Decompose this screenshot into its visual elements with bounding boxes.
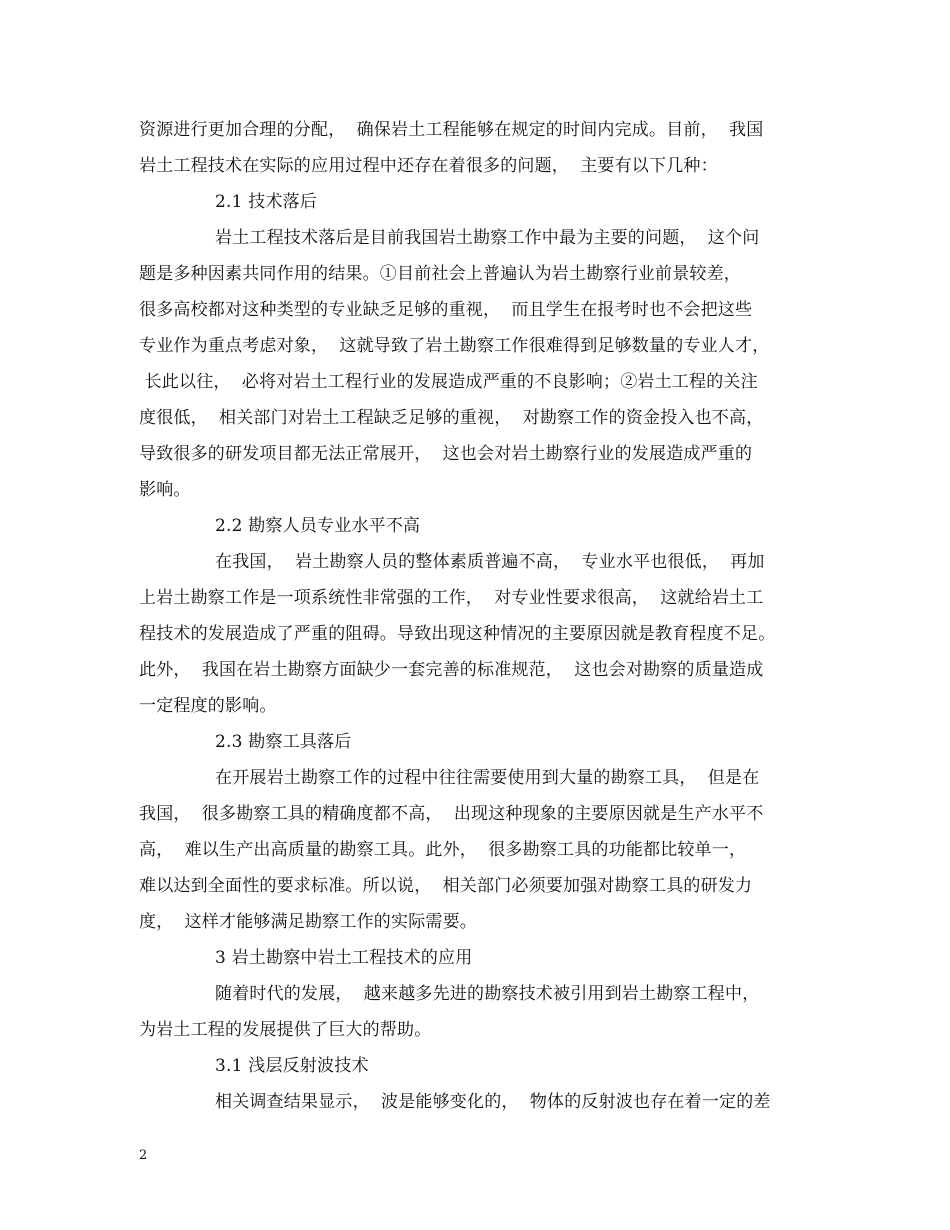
text-line: 长此以往， 必将对岩土工程行业的发展造成严重的不良影响；②岩土工程的关注 (139, 372, 758, 392)
paragraph-start: 随着时代的发展， 越来越多先进的勘察技术被引用到岩土勘察工程中， (215, 984, 760, 1004)
text-line: 导致很多的研发项目都无法正常展开， 这也会对岩土勘察行业的发展造成严重的 (139, 444, 753, 464)
text-line: 很多高校都对这种类型的专业缺乏足够的重视， 而且学生在报考时也不会把这些 (139, 300, 753, 320)
text-line: 上岩土勘察工作是一项系统性非常强的工作， 对专业性要求很高， 这就给岩土工 (139, 588, 764, 608)
text-line: 此外， 我国在岩土勘察方面缺少一套完善的标准规范， 这也会对勘察的质量造成 (139, 660, 764, 680)
text-line: 一定程度的影响。 (139, 696, 277, 716)
section-heading: 3 岩土勘察中岩土工程技术的应用 (215, 948, 473, 968)
paragraph-start: 岩土工程技术落后是目前我国岩土勘察工作中最为主要的问题， 这个问 (215, 228, 760, 248)
text-line: 难以达到全面性的要求标准。所以说， 相关部门必须要加强对勘察工具的研发力 (139, 876, 753, 896)
text-line: 资源进行更加合理的分配， 确保岩土工程能够在规定的时间内完成。目前， 我国 (139, 120, 764, 140)
text-line: 我国， 很多勘察工具的精确度都不高， 出现这种现象的主要原因就是生产水平不 (139, 804, 764, 824)
text-line: 影响。 (139, 480, 191, 500)
section-heading: 2.2 勘察人员专业水平不高 (215, 516, 421, 536)
text-line: 专业作为重点考虑对象， 这就导致了岩土勘察工作很难得到足够数量的专业人才， (139, 336, 770, 356)
page-number: 2 (139, 1148, 148, 1163)
section-heading: 3.1 浅层反射波技术 (215, 1056, 369, 1076)
text-line: 题是多种因素共同作用的结果。①目前社会上普遍认为岩土勘察行业前景较差， (139, 264, 741, 284)
text-line: 度， 这样才能够满足勘察工作的实际需要。 (139, 912, 478, 932)
text-line: 岩土工程技术在实际的应用过程中还存在着很多的问题， 主要有以下几种： (139, 156, 718, 176)
paragraph-start: 在我国， 岩土勘察人员的整体素质普遍不高， 专业水平也很低， 再加 (215, 552, 765, 572)
text-line: 程技术的发展造成了严重的阻碍。导致出现这种情况的主要原因就是教育程度不足。 (139, 624, 776, 644)
text-line: 高， 难以生产出高质量的勘察工具。此外， 很多勘察工具的功能都比较单一， (139, 840, 747, 860)
text-line: 为岩土工程的发展提供了巨大的帮助。 (139, 1020, 432, 1040)
section-heading: 2.3 勘察工具落后 (215, 732, 352, 752)
paragraph-start: 在开展岩土勘察工作的过程中往往需要使用到大量的勘察工具， 但是在 (215, 768, 760, 788)
text-line: 度很低， 相关部门对岩土工程缺乏足够的重视， 对勘察工作的资金投入也不高， (139, 408, 764, 428)
section-heading: 2.1 技术落后 (215, 192, 318, 212)
paragraph-start: 相关调查结果显示， 波是能够变化的， 物体的反射波也存在着一定的差 (215, 1092, 771, 1112)
